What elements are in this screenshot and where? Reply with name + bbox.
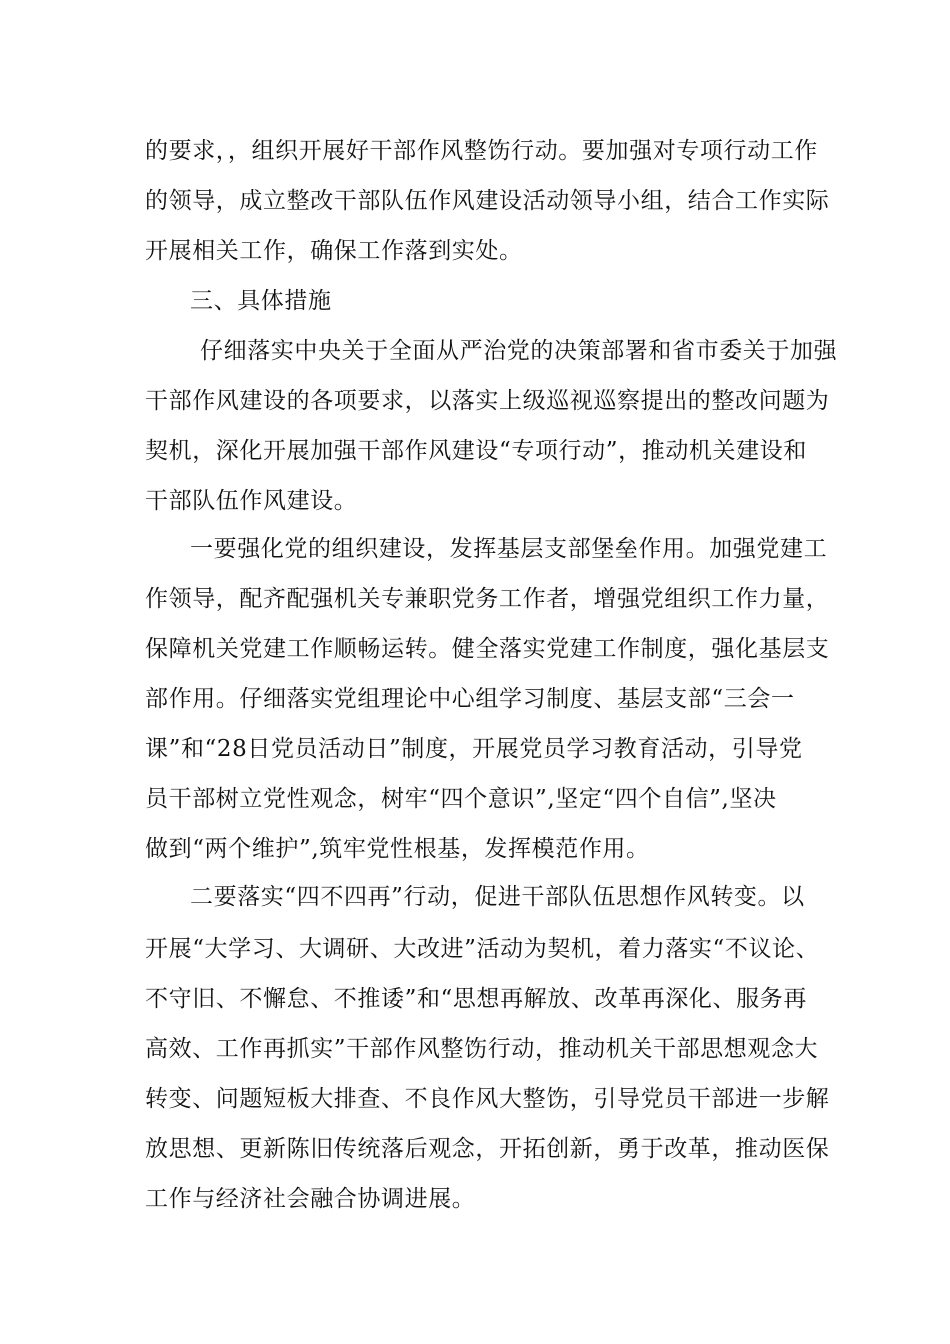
- text-line: 员干部树立党性观念，树牢“四个意识”,坚定“四个自信”,坚决: [145, 786, 777, 812]
- text-line: 做到“两个维护”,筑牢党性根基，发挥模范作用。: [145, 836, 650, 862]
- text-line: 的领导，成立整改干部队伍作风建设活动领导小组，结合工作实际: [145, 188, 830, 214]
- text-line: 高效、工作再抓实”干部作风整饬行动，推动机关干部思想观念大: [145, 1036, 819, 1062]
- section-heading: 三、具体措施: [190, 288, 332, 314]
- text-line: 干部队伍作风建设。: [145, 488, 358, 514]
- text-line: 部作用。仔细落实党组理论中心组学习制度、基层支部“三会一: [145, 686, 795, 712]
- text-line: 开展相关工作，确保工作落到实处。: [145, 238, 523, 264]
- text-line: 仔细落实中央关于全面从严治党的决策部署和省市委关于加强: [200, 338, 838, 364]
- text-line: 工作与经济社会融合协调进展。: [145, 1186, 476, 1212]
- text-line: 一要强化党的组织建设，发挥基层支部堡垒作用。加强党建工: [190, 536, 828, 562]
- text-line: 转变、问题短板大排查、不良作风大整饬，引导党员干部进一步解: [145, 1086, 830, 1112]
- text-line: 的要求，，组织开展好干部作风整饬行动。要加强对专项行动工作: [145, 138, 818, 164]
- text-line: 干部作风建设的各项要求，以落实上级巡视巡察提出的整改问题为: [145, 388, 830, 414]
- text-line: 作领导，配齐配强机关专兼职党务工作者，增强党组织工作力量，: [145, 586, 830, 612]
- text-line: 放思想、更新陈旧传统落后观念，开拓创新，勇于改革，推动医保: [145, 1136, 830, 1162]
- text-line: 二要落实“四不四再”行动，促进干部队伍思想作风转变。以: [190, 884, 805, 910]
- text-line: 不守旧、不懈怠、不推诿”和“思想再解放、改革再深化、服务再: [145, 986, 807, 1012]
- text-line: 课”和“28日党员活动日”制度，开展党员学习教育活动，引导党: [145, 736, 803, 762]
- text-line: 契机，深化开展加强干部作风建设“专项行动”，推动机关建设和: [145, 438, 807, 464]
- text-line: 保障机关党建工作顺畅运转。健全落实党建工作制度，强化基层支: [145, 636, 830, 662]
- text-line: 开展“大学习、大调研、大改进”活动为契机，着力落实“不议论、: [145, 936, 820, 962]
